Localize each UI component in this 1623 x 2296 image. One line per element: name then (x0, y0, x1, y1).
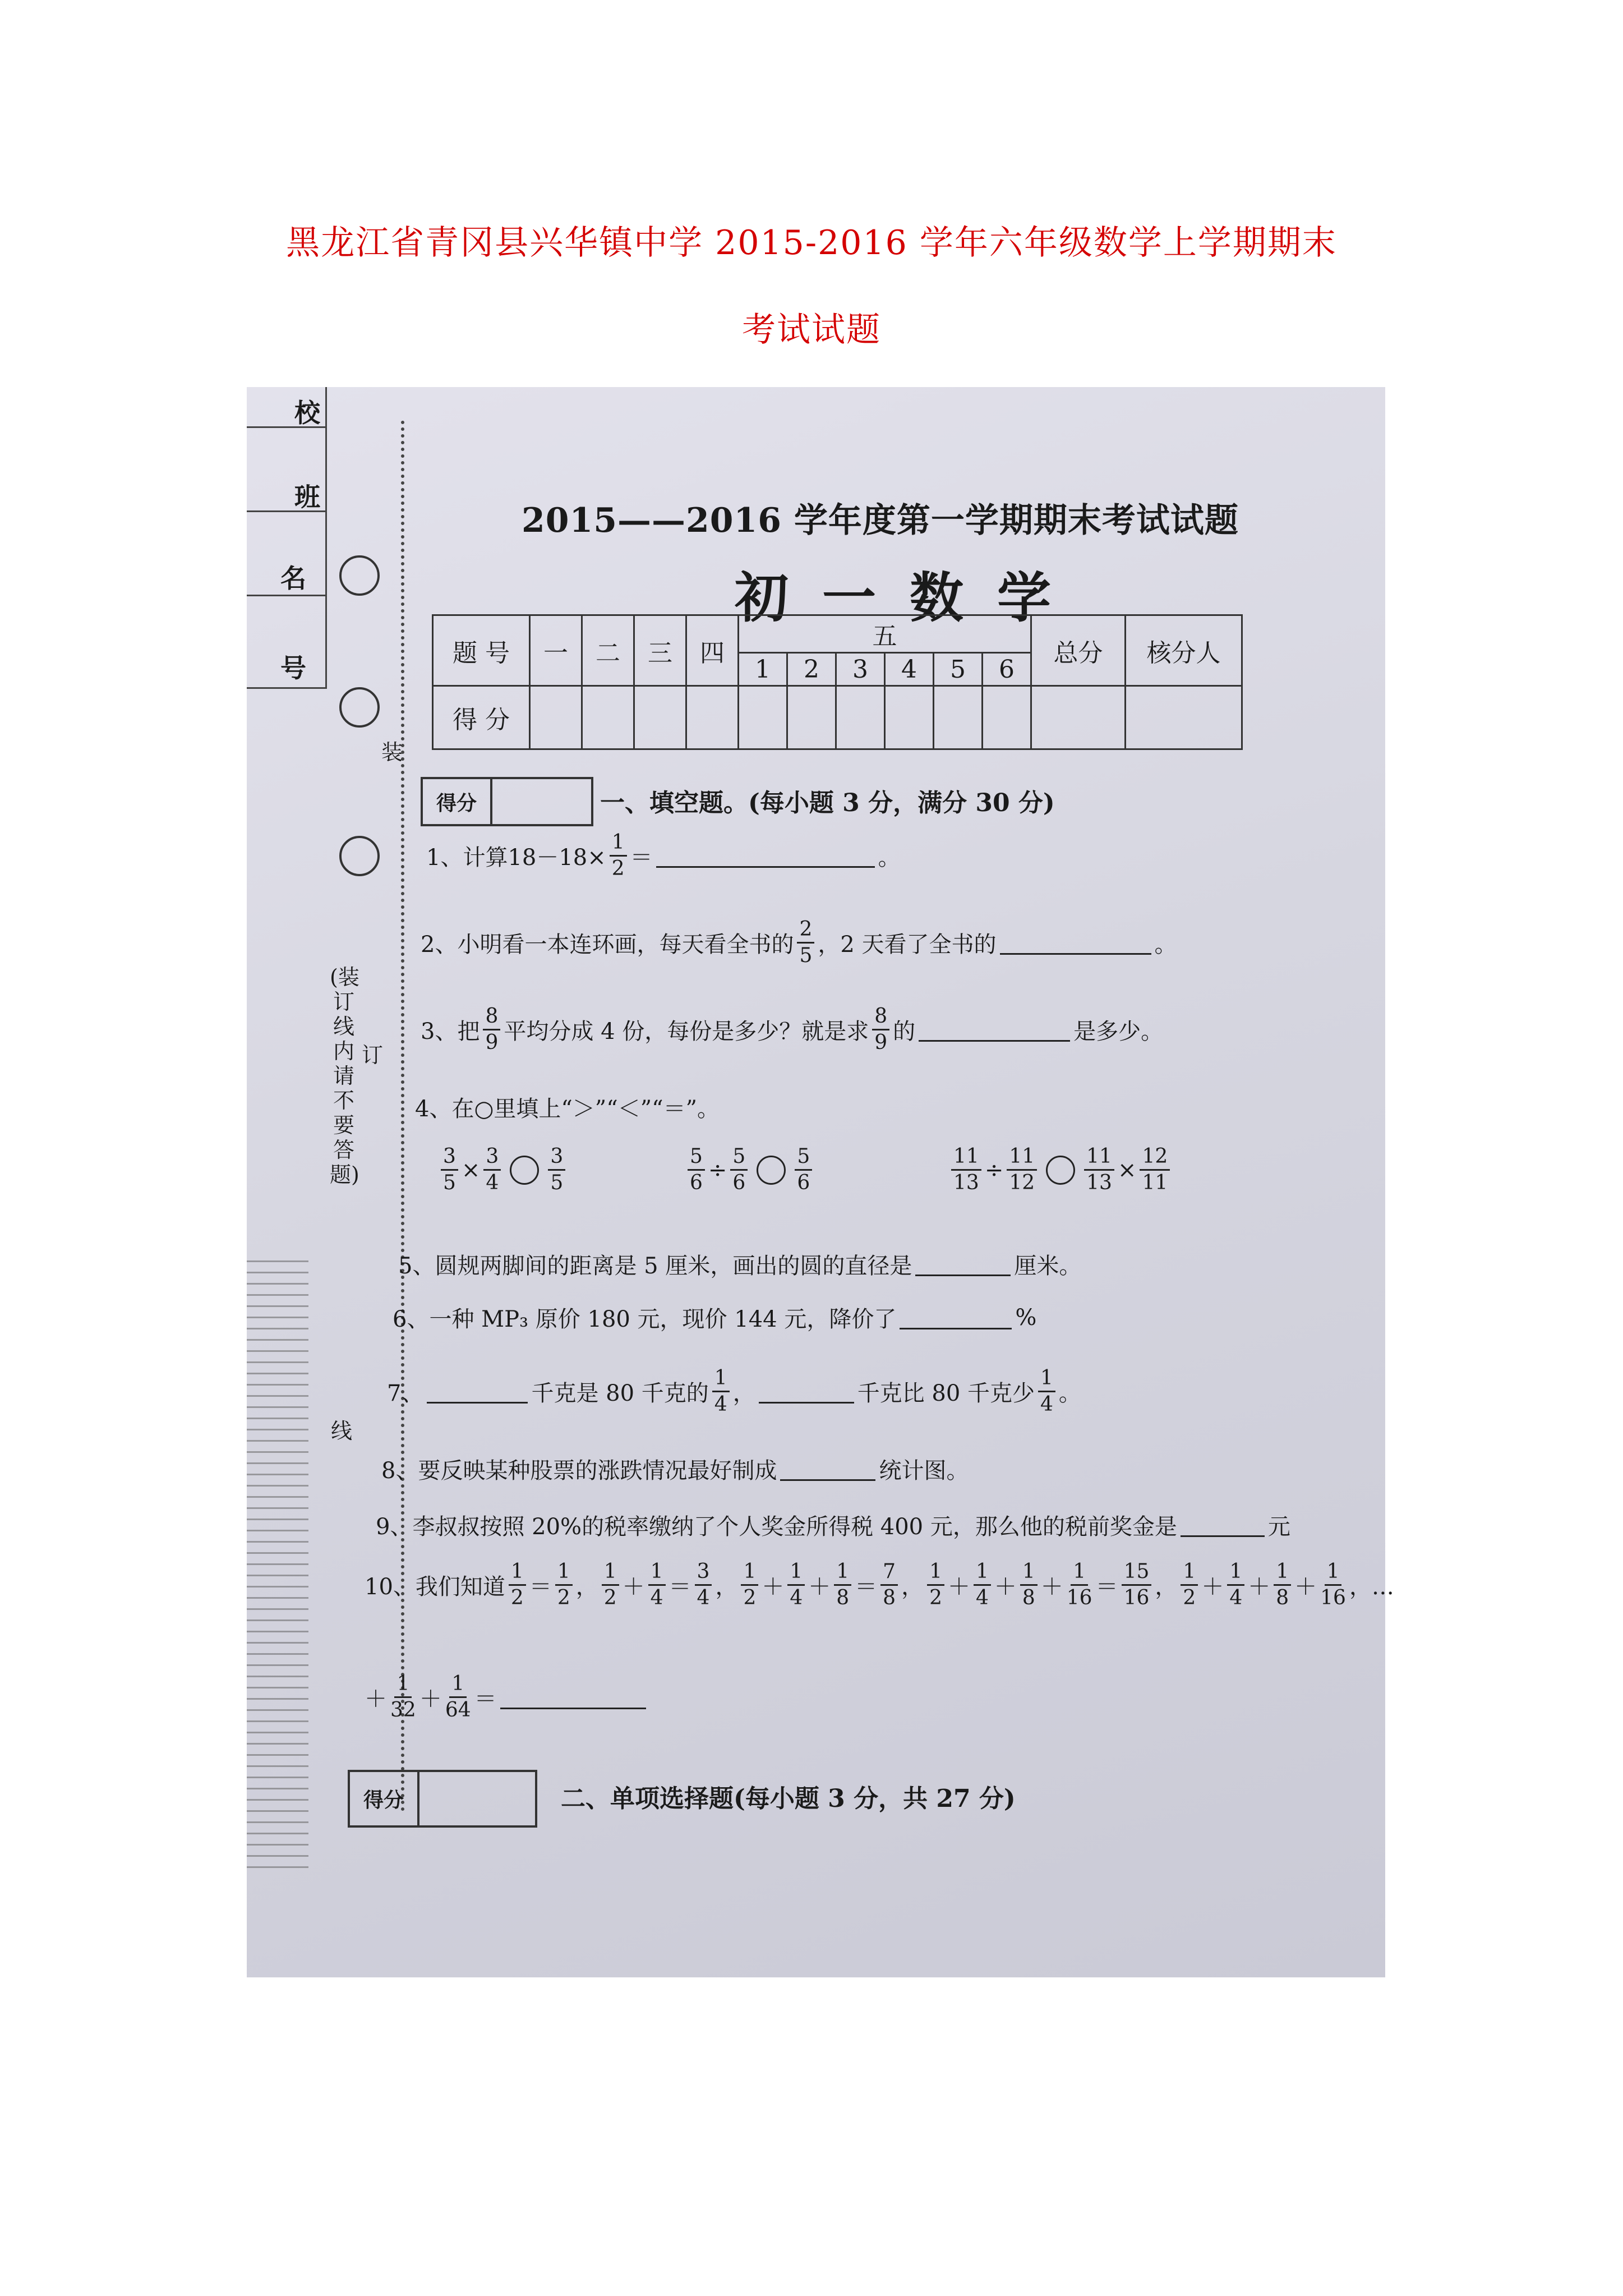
fraction (730, 1144, 748, 1195)
operator: ÷ (984, 1157, 1004, 1183)
fraction (795, 1144, 812, 1195)
numerator: 1 (555, 1559, 573, 1586)
score-col-4: 四 (686, 615, 739, 686)
binding-ding: 订 (362, 1043, 384, 1068)
q3-end: 是多少。 (1073, 1019, 1164, 1045)
denominator: 9 (874, 1031, 888, 1054)
numerator: 1 (712, 1366, 730, 1392)
denominator: 5 (550, 1171, 564, 1194)
binding-zhuang: 装 (381, 740, 403, 765)
q2-text: 2、小明看一本连环画，每天看全书的 (421, 932, 794, 958)
denominator: 9 (485, 1031, 499, 1054)
section1-score-label: 得分 (423, 779, 492, 824)
binding-hole (339, 555, 380, 596)
denominator: 4 (1040, 1393, 1053, 1416)
score-cell[interactable] (634, 686, 686, 749)
compare-circle[interactable] (1046, 1156, 1075, 1185)
score-table-question-header: 题 号 (433, 615, 530, 686)
denominator: 12 (1009, 1171, 1035, 1194)
q7-text-mid3: 千克比 80 千克少 (857, 1381, 1035, 1406)
question-3 (421, 1004, 1163, 1055)
answer-blank[interactable] (500, 1685, 646, 1709)
comma: ， (575, 1574, 598, 1600)
fraction (787, 1559, 805, 1611)
fraction (1227, 1559, 1244, 1611)
q3-text: 3、把 (421, 1019, 480, 1045)
denominator: 4 (790, 1586, 803, 1609)
fraction (483, 1004, 500, 1055)
question-2 (421, 917, 1177, 968)
plus-sign: ＋ (808, 1574, 831, 1600)
numerator: 1 (1227, 1559, 1244, 1586)
q10-text: 10、我们知道 (365, 1574, 505, 1600)
numerator: 15 (1122, 1559, 1152, 1586)
plus-sign: ＋ (762, 1574, 785, 1600)
numerator: 1 (602, 1559, 619, 1586)
denominator: 2 (510, 1586, 524, 1609)
numerator: 1 (1071, 1559, 1088, 1586)
fraction (872, 1004, 889, 1055)
score-cell[interactable] (836, 686, 885, 749)
answer-blank[interactable] (780, 1457, 875, 1481)
plus-sign: ＋ (365, 1686, 387, 1712)
fraction (1140, 1144, 1170, 1195)
exam-title: 2015——2016 学年度第一学期期末考试试题 (522, 501, 1239, 540)
fraction (695, 1559, 712, 1611)
denominator: 6 (732, 1171, 746, 1194)
answer-blank[interactable] (1181, 1513, 1265, 1537)
score-cell[interactable] (582, 686, 634, 749)
fraction (834, 1559, 851, 1611)
q4-text: 4、在○里填上“＞”“＜”“＝”。 (415, 1096, 720, 1122)
score-col-1: 一 (530, 615, 582, 686)
q9-text: 9、李叔叔按照 20%的税率缴纳了个人奖金所得税 400 元，那么他的税前奖金是 (376, 1514, 1177, 1540)
denominator: 8 (836, 1586, 850, 1609)
plus-sign: ＋ (419, 1686, 442, 1712)
denominator: 2 (929, 1586, 942, 1609)
numerator: 11 (1084, 1144, 1114, 1171)
score-checker-header: 核分人 (1126, 615, 1242, 686)
operator: ÷ (708, 1157, 727, 1183)
score-table-score-header: 得 分 (433, 686, 530, 749)
numerator: 5 (795, 1144, 812, 1171)
q2-text-mid: ，2 天看了全书的 (818, 932, 997, 958)
fraction (1067, 1559, 1092, 1611)
equals-sign: ＝ (668, 1574, 691, 1600)
denominator: 4 (975, 1586, 989, 1609)
q4-item-c (948, 1144, 1173, 1195)
score-cell[interactable] (530, 686, 582, 749)
plus-sign: ＋ (1201, 1574, 1224, 1600)
q4-item-a (437, 1144, 569, 1195)
numerator: 3 (695, 1559, 712, 1586)
score-col-2: 二 (582, 615, 634, 686)
score-cell[interactable] (739, 686, 787, 749)
section2-score-label: 得分 (350, 1772, 419, 1825)
fraction (555, 1559, 573, 1611)
numerator: 1 (509, 1559, 526, 1586)
score-col-5-4: 4 (885, 653, 934, 686)
fraction (1007, 1144, 1037, 1195)
binding-hole (339, 687, 380, 728)
denominator: 13 (1086, 1171, 1112, 1194)
q3-text-mid2: 的 (893, 1019, 916, 1045)
margin-name-label: 名 (280, 563, 306, 593)
denominator: 5 (443, 1171, 456, 1194)
q5-end: 厘米。 (1014, 1253, 1082, 1279)
fraction (1274, 1559, 1291, 1611)
numerator: 3 (483, 1144, 501, 1171)
denominator: 11 (1142, 1171, 1168, 1194)
fraction (1038, 1366, 1055, 1417)
numerator: 1 (834, 1559, 851, 1586)
numerator: 3 (441, 1144, 458, 1171)
score-cell[interactable] (1031, 686, 1126, 749)
score-total-header: 总分 (1031, 615, 1126, 686)
numerator: 1 (1274, 1559, 1291, 1586)
score-col-3: 三 (634, 615, 686, 686)
plus-sign: ＋ (994, 1574, 1017, 1600)
answer-blank[interactable] (900, 1305, 1012, 1329)
score-col-5-5: 5 (934, 653, 983, 686)
question-9 (376, 1509, 1290, 1541)
question-7 (387, 1366, 1081, 1417)
equals-sign: ＝ (529, 1574, 552, 1600)
fraction (1084, 1144, 1114, 1195)
numerator: 1 (741, 1559, 758, 1586)
q2-end: 。 (1154, 932, 1177, 958)
fraction (951, 1144, 981, 1195)
section2-heading: 二、单项选择题(每小题 3 分，共 27 分) (561, 1784, 1016, 1813)
score-col-5-2: 2 (787, 653, 836, 686)
document-title-line1: 黑龙江省青冈县兴华镇中学 2015-2016 学年六年级数学上学期期末 (286, 223, 1337, 263)
numerator: 1 (648, 1559, 666, 1586)
numerator: 1 (1020, 1559, 1038, 1586)
numerator: 12 (1140, 1144, 1170, 1171)
numerator: 1 (1181, 1559, 1198, 1586)
denominator: 32 (390, 1699, 416, 1722)
q4-item-b (684, 1144, 815, 1195)
denominator: 4 (697, 1586, 710, 1609)
equals-sign: ＝ (630, 845, 653, 871)
fraction (974, 1559, 991, 1611)
denominator: 16 (1123, 1586, 1150, 1609)
numerator: 11 (1007, 1144, 1037, 1171)
operator: × (1117, 1157, 1137, 1183)
answer-blank[interactable] (427, 1379, 528, 1404)
denominator: 2 (743, 1586, 757, 1609)
comma: ， (901, 1574, 924, 1600)
ellipsis: ，… (1349, 1574, 1394, 1600)
plus-sign: ＋ (622, 1574, 645, 1600)
section2-score-box[interactable] (348, 1770, 537, 1828)
operator: × (461, 1157, 481, 1183)
fraction (1020, 1559, 1038, 1611)
plus-sign: ＋ (1248, 1574, 1271, 1600)
binding-note: (装订线内请不要答题) (330, 965, 359, 1187)
score-col-5-1: 1 (739, 653, 787, 686)
score-cell[interactable] (885, 686, 934, 749)
fraction (880, 1559, 898, 1611)
numerator: 1 (927, 1559, 944, 1586)
q7-text: 7、 (387, 1381, 424, 1406)
numerator: 1 (394, 1672, 412, 1698)
fraction (648, 1559, 666, 1611)
denominator: 8 (883, 1586, 896, 1609)
question-1 (426, 830, 901, 881)
fraction (712, 1366, 730, 1417)
fraction (445, 1672, 471, 1723)
answer-blank[interactable] (759, 1379, 854, 1404)
score-cell[interactable] (686, 686, 739, 749)
numerator: 8 (872, 1004, 889, 1030)
margin-school-label: 校 (294, 398, 320, 428)
comma: ， (1155, 1574, 1178, 1600)
denominator: 8 (1022, 1586, 1035, 1609)
fraction (483, 1144, 501, 1195)
fraction (1181, 1559, 1198, 1611)
document-title-line2: 考试试题 (742, 310, 881, 349)
margin-hatching (247, 1251, 308, 1868)
fraction (741, 1559, 758, 1611)
score-col-5-6: 6 (983, 653, 1031, 686)
denominator: 2 (557, 1586, 570, 1609)
denominator: 4 (650, 1586, 663, 1609)
fraction (610, 830, 627, 881)
answer-blank[interactable] (915, 1252, 1011, 1276)
numerator: 1 (449, 1672, 467, 1698)
q9-end: 元 (1267, 1514, 1290, 1540)
q7-end: 。 (1058, 1381, 1081, 1406)
numerator: 5 (688, 1144, 705, 1171)
q6-text: 6、一种 MP₃ 原价 180 元，现价 144 元，降价了 (393, 1306, 897, 1332)
answer-blank[interactable] (1000, 931, 1151, 955)
comma: ， (715, 1574, 738, 1600)
fraction (441, 1144, 458, 1195)
question-10 (365, 1559, 1394, 1611)
denominator: 5 (799, 944, 813, 967)
score-cell[interactable] (1126, 686, 1242, 749)
numerator: 1 (1325, 1559, 1342, 1586)
denominator: 16 (1320, 1586, 1346, 1609)
fraction (797, 917, 814, 968)
fraction (602, 1559, 619, 1611)
numerator: 1 (974, 1559, 991, 1586)
denominator: 13 (953, 1171, 979, 1194)
question-6 (393, 1301, 1036, 1333)
denominator: 8 (1276, 1586, 1289, 1609)
fraction (1122, 1559, 1152, 1611)
q6-end: % (1015, 1304, 1037, 1331)
question-8 (381, 1453, 969, 1485)
exam-paper-photo (247, 387, 1394, 1977)
denominator: 6 (690, 1171, 703, 1194)
denominator: 2 (603, 1586, 617, 1609)
numerator: 1 (787, 1559, 805, 1586)
q7-text-mid: 千克是 80 千克的 (531, 1381, 709, 1406)
denominator: 2 (1183, 1586, 1196, 1609)
compare-circle[interactable] (510, 1156, 539, 1185)
answer-blank[interactable] (919, 1018, 1070, 1042)
question-4 (415, 1091, 720, 1123)
numerator: 7 (880, 1559, 898, 1586)
fraction (390, 1672, 416, 1723)
fraction (509, 1559, 526, 1611)
margin-number-label: 号 (280, 653, 306, 683)
score-col-5: 五 (739, 615, 1031, 653)
score-cell[interactable] (983, 686, 1031, 749)
q8-text: 8、要反映某种股票的涨跌情况最好制成 (381, 1458, 777, 1484)
equals-sign: ＝ (474, 1686, 497, 1712)
score-col-5-3: 3 (836, 653, 885, 686)
score-cell[interactable] (934, 686, 983, 749)
numerator: 2 (797, 917, 814, 944)
score-table (432, 614, 1243, 750)
numerator: 3 (548, 1144, 565, 1171)
denominator: 64 (445, 1699, 471, 1722)
fraction (688, 1144, 705, 1195)
denominator: 4 (486, 1171, 499, 1194)
q1-text: 1、计算18－18× (426, 845, 606, 871)
denominator: 6 (797, 1171, 810, 1194)
numerator: 8 (483, 1004, 500, 1030)
fraction (548, 1144, 565, 1195)
binding-hole (339, 836, 380, 876)
exam-subject: 初一数学 (735, 566, 1085, 629)
score-cell[interactable] (787, 686, 836, 749)
q1-end: 。 (878, 845, 901, 871)
binding-xian: 线 (331, 1419, 353, 1443)
numerator: 1 (610, 830, 627, 857)
section1-score-box[interactable] (421, 777, 593, 826)
fraction (927, 1559, 944, 1611)
q7-text-mid2: ， (732, 1381, 755, 1406)
equals-sign: ＝ (855, 1574, 878, 1600)
denominator: 4 (1229, 1586, 1243, 1609)
denominator: 2 (611, 857, 625, 880)
plus-sign: ＋ (1294, 1574, 1317, 1600)
numerator: 5 (730, 1144, 748, 1171)
compare-circle[interactable] (757, 1156, 786, 1185)
denominator: 16 (1066, 1586, 1092, 1609)
answer-blank[interactable] (656, 844, 875, 868)
section1-heading: 一、填空题。(每小题 3 分，满分 30 分) (600, 789, 1055, 817)
q5-text: 5、圆规两脚间的距离是 5 厘米，画出的圆的直径是 (398, 1253, 912, 1279)
plus-sign: ＋ (1040, 1574, 1063, 1600)
question-5 (398, 1248, 1081, 1280)
margin-class-label: 班 (294, 482, 320, 512)
denominator: 4 (714, 1393, 727, 1416)
numerator: 1 (1038, 1366, 1055, 1392)
plus-sign: ＋ (947, 1574, 970, 1600)
q3-text-mid: 平均分成 4 份，每份是多少？就是求 (504, 1019, 869, 1045)
q8-end: 统计图。 (879, 1458, 969, 1484)
question-10-line2 (365, 1672, 649, 1723)
equals-sign: ＝ (1095, 1574, 1118, 1600)
numerator: 11 (951, 1144, 981, 1171)
fraction (1320, 1559, 1346, 1611)
